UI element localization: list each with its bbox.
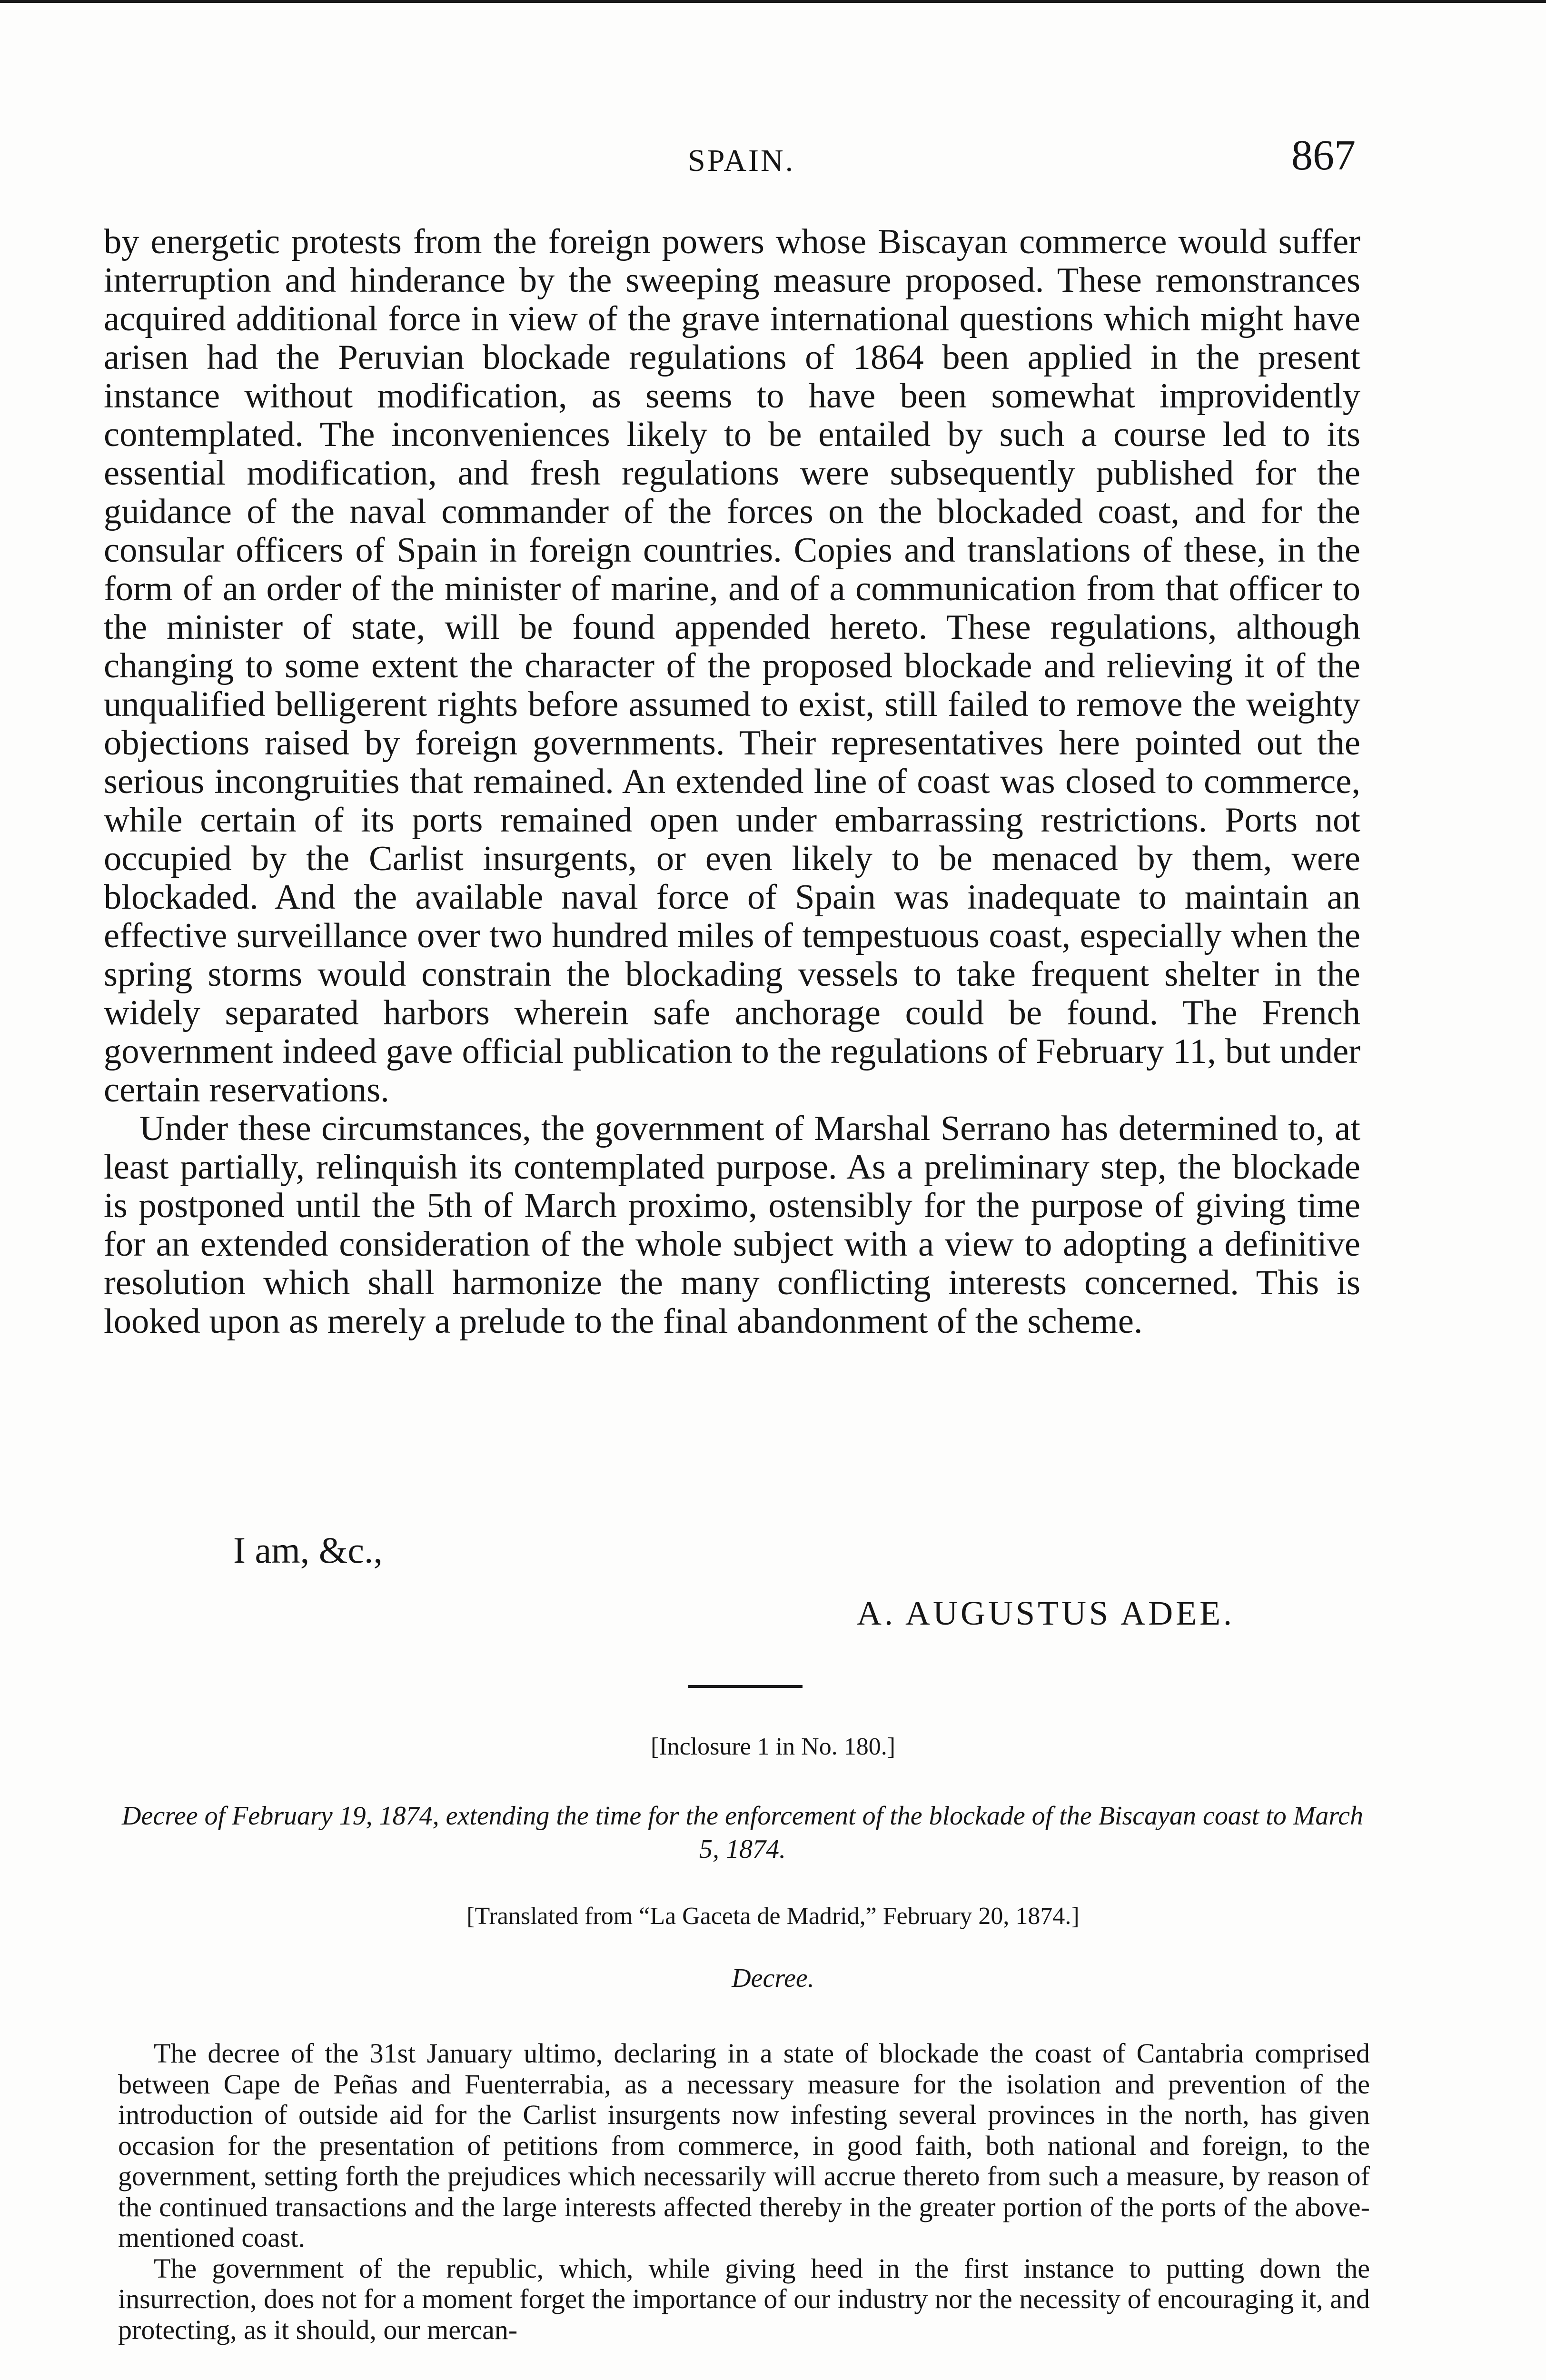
decree-subtitle: Decree.	[732, 1964, 814, 1993]
letter-paragraph-1: by energetic protests from the foreign powers whose Biscayan commerce would suffer interruption and hinderance by the sweeping measure proposed. These remonstrances acquired additional force in view of the grave international questions which might have arisen had the Peruvian blockade regulations of 1864 been applied in the present instance without modification, as seems to have been somewhat improvidently contemplated. The inconveniences likely to be entailed by such a course led to its essential modification, and fresh regulations were subsequently published for the guidance of the naval commander of the forces on the blockaded coast, and for the consular officers of Spain in foreign countries. Copies and translations of these, in the form of an order of the minister of marine, and of a communication from that officer to the minister of state, will be found appended hereto. These regulations, although changing to some extent the character of the proposed blockade and relieving it of the unqualified belligerent rights before assumed to exist, still failed to remove the weighty objections raised by foreign governments. Their representatives here pointed out the serious incongruities that remained. An extended line of coast was closed to commerce, while certain of its ports remained open under embarrassing restrictions. Ports not occupied by the Carlist insurgents, or even likely to be menaced by them, were blockaded. And the available naval force of Spain was inadequate to maintain an effective surveillance over two hundred miles of tempestuous coast, especially when the spring storms would constrain the blockading vessels to take frequent shelter in the widely separated harbors wherein safe anchorage could be found. The French government indeed gave official publication to the regulations of February 11, but under certain reservations.	[104, 222, 1360, 1110]
letter-closing: I am, &c.,	[233, 1529, 383, 1571]
running-title: SPAIN.	[688, 143, 795, 178]
translation-note: [Translated from “La Gaceta de Madrid,” February 20, 1874.]	[466, 1903, 1080, 1930]
decree-body	[118, 2038, 1370, 2345]
letter-body	[104, 223, 1360, 1341]
letter-signature: A. AUGUSTUS ADEE.	[857, 1594, 1235, 1632]
letter-paragraph-2: Under these circumstances, the government of Marshal Serrano has determined to, at least partially, relinquish its contemplated purpose. As a preliminary step, the blockade is postponed until the 5th of March proximo, ostensibly for the purpose of giving time for an extended consideration of the whole subject with a view to adopting a definitive resolution which shall harmonize the many conflicting interests concerned. This is looked upon as merely a prelude to the final abandonment of the scheme.	[104, 1109, 1360, 1341]
top-rule	[0, 0, 1546, 3]
section-divider	[688, 1685, 803, 1688]
inclosure-label: [Inclosure 1 in No. 180.]	[650, 1733, 896, 1760]
decree-paragraph-2: The government of the republic, which, while giving heed in the first instance to putting down the insurrection, does not for a moment forget the importance of our industry nor the necessity of encouraging it, and protecting, as it should, our mercan-	[118, 2252, 1370, 2345]
decree-heading: Decree of February 19, 1874, extending the time for the enforcement of the blockade of the Biscayan coast to March 5, 1874.	[122, 1801, 1363, 1864]
page-number: 867	[1291, 132, 1356, 179]
decree-paragraph-1: The decree of the 31st January ultimo, declaring in a state of blockade the coast of Cantabria comprised between Cape de Peñas and Fuenterrabia, as a necessary measure for the isolation and prevention of the introduction of outside aid for the Carlist insurgents now infesting several provinces in the north, has given occasion for the presentation of petitions from commerce, in good faith, both national and foreign, to the government, setting forth the prejudices which necessarily will accrue thereto from such a measure, by reason of the continued transactions and the large interests affected thereby in the greater portion of the ports of the above-mentioned coast.	[118, 2038, 1370, 2253]
